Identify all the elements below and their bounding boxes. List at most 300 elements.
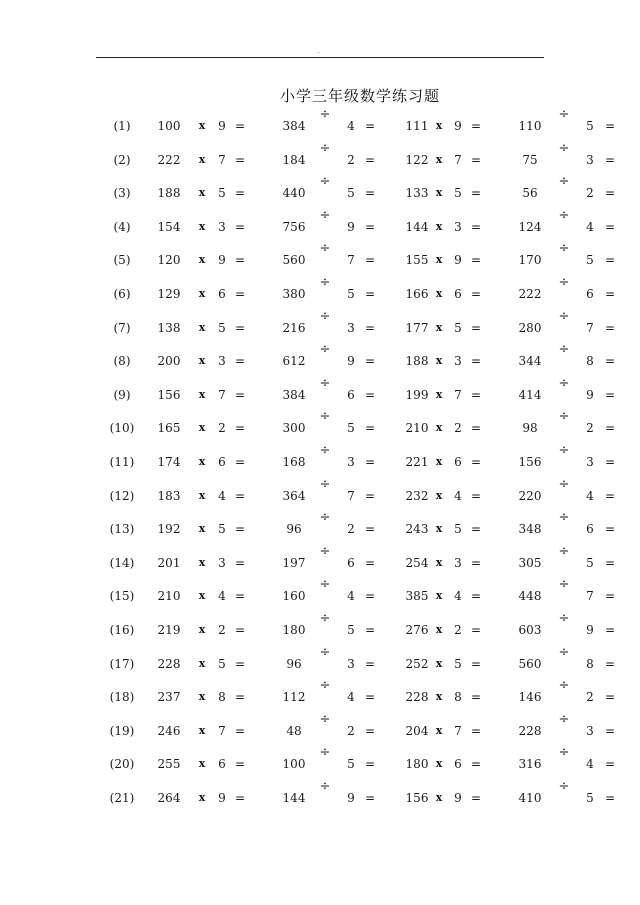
multiply-a-multiplier: 4 (218, 589, 226, 604)
equals-sign: = (364, 387, 376, 402)
divide-a-divisor: 3 (347, 455, 355, 469)
divide-b-dividend: 448 (518, 589, 542, 604)
equals-sign: = (234, 287, 246, 301)
divide-b-divisor: 2 (586, 186, 594, 201)
divide-a-dividend: 384 (282, 119, 306, 133)
divide-sign: ÷ (319, 308, 331, 324)
exercise-row (0, 174, 640, 203)
times-sign: x (198, 219, 206, 233)
times-sign: x (435, 354, 443, 368)
divide-sign: ÷ (558, 745, 570, 761)
times-sign: x (198, 656, 206, 670)
multiply-b-operand: 122 (405, 152, 429, 167)
problem-index: (1) (113, 119, 131, 133)
multiply-b-operand: 210 (405, 421, 429, 436)
divide-sign: ÷ (319, 510, 331, 526)
divide-sign: ÷ (319, 342, 331, 358)
times-sign: x (435, 488, 443, 502)
equals-sign: = (604, 522, 616, 537)
multiply-a-operand: 200 (157, 354, 181, 369)
divide-a-dividend: 160 (282, 589, 306, 604)
divide-a-divisor: 5 (347, 287, 355, 301)
multiply-b-multiplier: 3 (454, 555, 462, 570)
divide-a-divisor: 5 (347, 757, 355, 772)
multiply-b-multiplier: 6 (454, 455, 462, 469)
multiply-b-operand: 155 (405, 253, 429, 268)
equals-sign: = (234, 387, 246, 402)
divide-a-dividend: 560 (282, 253, 306, 268)
divide-a-dividend: 168 (282, 455, 306, 469)
divide-a-divisor: 9 (347, 219, 355, 234)
divide-sign: ÷ (319, 543, 331, 559)
exercise-row (0, 409, 640, 438)
multiply-b-operand: 188 (405, 354, 429, 369)
problem-index: (5) (113, 253, 131, 268)
times-sign: x (435, 253, 443, 267)
equals-sign: = (470, 723, 482, 738)
divide-sign: ÷ (319, 207, 331, 223)
divide-b-dividend: 280 (518, 320, 542, 335)
multiply-a-operand: 188 (157, 186, 181, 201)
multiply-b-operand: 232 (405, 488, 429, 503)
multiply-b-multiplier: 9 (454, 791, 462, 805)
multiply-a-multiplier: 7 (218, 723, 226, 738)
exercise-row (0, 241, 640, 270)
equals-sign: = (470, 119, 482, 133)
divide-b-divisor: 2 (586, 690, 594, 705)
problem-index: (14) (109, 555, 135, 570)
exercise-row (0, 207, 640, 237)
times-sign: x (198, 690, 206, 704)
divide-a-divisor: 4 (347, 119, 355, 133)
equals-sign: = (470, 320, 482, 335)
equals-sign: = (364, 589, 376, 604)
equals-sign: = (234, 320, 246, 335)
divide-sign: ÷ (319, 577, 331, 593)
divide-b-divisor: 8 (586, 354, 594, 369)
divide-b-divisor: 5 (586, 119, 594, 133)
multiply-a-multiplier: 3 (218, 354, 226, 369)
equals-sign: = (364, 219, 376, 234)
problem-index: (7) (113, 320, 131, 335)
multiply-a-multiplier: 4 (218, 488, 226, 503)
equals-sign: = (234, 723, 246, 738)
equals-sign: = (604, 287, 616, 301)
divide-sign: ÷ (558, 779, 570, 794)
times-sign: x (435, 623, 443, 636)
times-sign: x (198, 421, 206, 435)
divide-sign: ÷ (319, 409, 331, 425)
multiply-a-multiplier: 6 (218, 287, 226, 301)
multiply-b-operand: 243 (405, 522, 429, 537)
problem-index: (18) (109, 690, 135, 705)
equals-sign: = (604, 757, 616, 772)
divide-b-dividend: 75 (522, 152, 538, 167)
divide-a-divisor: 4 (347, 589, 355, 604)
divide-b-divisor: 7 (586, 320, 594, 335)
divide-sign: ÷ (558, 107, 570, 122)
problem-index: (21) (109, 791, 135, 805)
multiply-a-multiplier: 3 (218, 555, 226, 570)
times-sign: x (435, 219, 443, 233)
equals-sign: = (364, 421, 376, 436)
equals-sign: = (364, 253, 376, 268)
divide-sign: ÷ (558, 644, 570, 660)
multiply-a-operand: 120 (157, 253, 181, 268)
times-sign: x (198, 723, 206, 737)
exercise-row (0, 745, 640, 774)
multiply-b-operand: 156 (405, 791, 429, 805)
problem-index: (17) (109, 656, 135, 671)
multiply-b-multiplier: 6 (454, 757, 462, 772)
times-sign: x (198, 387, 206, 401)
divide-b-dividend: 110 (518, 119, 542, 133)
divide-a-dividend: 180 (282, 623, 306, 637)
multiply-a-multiplier: 9 (218, 253, 226, 268)
divide-a-dividend: 100 (282, 757, 306, 772)
divide-sign: ÷ (558, 375, 570, 391)
divide-b-dividend: 603 (518, 623, 542, 637)
multiply-b-multiplier: 2 (454, 623, 462, 637)
times-sign: x (435, 757, 443, 771)
exercise-row (0, 375, 640, 405)
equals-sign: = (470, 219, 482, 234)
divide-a-dividend: 612 (282, 354, 306, 369)
divide-a-divisor: 6 (347, 387, 355, 402)
divide-a-dividend: 756 (282, 219, 306, 234)
problem-index: (15) (109, 589, 135, 604)
divide-b-dividend: 414 (518, 387, 542, 402)
problem-index: (10) (109, 421, 135, 436)
multiply-a-multiplier: 9 (218, 119, 226, 133)
divide-sign: ÷ (319, 644, 331, 660)
divide-a-dividend: 216 (282, 320, 306, 335)
multiply-a-multiplier: 8 (218, 690, 226, 705)
exercise-row (0, 510, 640, 539)
divide-a-dividend: 144 (282, 791, 306, 805)
multiply-b-operand: 252 (405, 656, 429, 671)
equals-sign: = (604, 589, 616, 604)
problem-index: (8) (113, 354, 131, 369)
exercise-row (0, 711, 640, 741)
equals-sign: = (604, 791, 616, 805)
divide-a-dividend: 96 (286, 522, 302, 537)
divide-b-divisor: 9 (586, 387, 594, 402)
divide-a-dividend: 364 (282, 488, 306, 503)
equals-sign: = (604, 119, 616, 133)
equals-sign: = (604, 656, 616, 671)
multiply-b-multiplier: 7 (454, 387, 462, 402)
times-sign: x (198, 253, 206, 267)
divide-b-divisor: 5 (586, 253, 594, 268)
times-sign: x (198, 522, 206, 536)
exercise-row (0, 678, 640, 707)
multiply-a-operand: 219 (157, 623, 181, 637)
exercise-row (0, 476, 640, 506)
divide-sign: ÷ (319, 476, 331, 492)
equals-sign: = (364, 757, 376, 772)
equals-sign: = (604, 555, 616, 570)
times-sign: x (198, 757, 206, 771)
equals-sign: = (604, 219, 616, 234)
equals-sign: = (234, 589, 246, 604)
equals-sign: = (234, 152, 246, 167)
multiply-a-operand: 174 (157, 455, 181, 469)
problem-index: (13) (109, 522, 135, 537)
divide-b-divisor: 6 (586, 522, 594, 537)
equals-sign: = (364, 522, 376, 537)
divide-b-dividend: 560 (518, 656, 542, 671)
divide-b-divisor: 8 (586, 656, 594, 671)
multiply-a-multiplier: 5 (218, 522, 226, 537)
multiply-a-operand: 154 (157, 219, 181, 234)
times-sign: x (435, 690, 443, 704)
equals-sign: = (470, 421, 482, 436)
equals-sign: = (470, 387, 482, 402)
equals-sign: = (604, 488, 616, 503)
problem-index: (12) (109, 488, 135, 503)
problem-index: (4) (113, 219, 131, 234)
equals-sign: = (364, 723, 376, 738)
divide-a-dividend: 112 (282, 690, 306, 705)
divide-b-divisor: 3 (586, 152, 594, 167)
multiply-a-operand: 165 (157, 421, 181, 436)
divide-b-dividend: 348 (518, 522, 542, 537)
divide-sign: ÷ (558, 476, 570, 492)
divide-sign: ÷ (319, 779, 331, 794)
page-title: 小学三年级数学练习题 (279, 87, 440, 105)
times-sign: x (435, 522, 443, 536)
divide-b-divisor: 3 (586, 723, 594, 738)
divide-sign: ÷ (319, 174, 331, 190)
multiply-b-operand: 254 (405, 555, 429, 570)
times-sign: x (198, 623, 206, 636)
equals-sign: = (364, 455, 376, 469)
equals-sign: = (470, 186, 482, 201)
multiply-b-multiplier: 7 (454, 152, 462, 167)
divide-a-dividend: 380 (282, 287, 306, 301)
divide-b-dividend: 344 (518, 354, 542, 369)
equals-sign: = (470, 287, 482, 301)
times-sign: x (435, 186, 443, 200)
multiply-a-operand: 264 (157, 791, 181, 805)
divide-b-dividend: 316 (518, 757, 542, 772)
divide-b-dividend: 156 (518, 455, 542, 469)
divide-a-divisor: 5 (347, 186, 355, 201)
problem-index: (20) (109, 757, 135, 772)
problem-index: (19) (109, 723, 135, 738)
multiply-b-operand: 204 (405, 723, 429, 738)
multiply-b-operand: 133 (405, 186, 429, 201)
equals-sign: = (364, 690, 376, 705)
multiply-a-operand: 192 (157, 522, 181, 537)
times-sign: x (198, 555, 206, 569)
multiply-a-operand: 246 (157, 723, 181, 738)
equals-sign: = (234, 421, 246, 436)
divide-sign: ÷ (558, 611, 570, 626)
divide-a-dividend: 300 (282, 421, 306, 436)
problem-index: (3) (113, 186, 131, 201)
divide-sign: ÷ (558, 275, 570, 290)
divide-sign: ÷ (558, 510, 570, 526)
divide-b-dividend: 170 (518, 253, 542, 268)
divide-a-divisor: 3 (347, 656, 355, 671)
multiply-b-multiplier: 4 (454, 589, 462, 604)
divide-sign: ÷ (558, 678, 570, 694)
divide-b-dividend: 146 (518, 690, 542, 705)
equals-sign: = (364, 152, 376, 167)
equals-sign: = (604, 623, 616, 637)
divide-sign: ÷ (319, 443, 331, 458)
divide-a-divisor: 9 (347, 791, 355, 805)
equals-sign: = (470, 690, 482, 705)
multiply-a-multiplier: 3 (218, 219, 226, 234)
multiply-b-multiplier: 7 (454, 723, 462, 738)
multiply-a-multiplier: 2 (218, 421, 226, 436)
times-sign: x (198, 287, 206, 300)
divide-a-dividend: 197 (282, 555, 306, 570)
divide-sign: ÷ (319, 711, 331, 727)
problem-index: (16) (109, 623, 135, 637)
multiply-a-operand: 222 (157, 152, 181, 167)
divide-b-divisor: 2 (586, 421, 594, 436)
equals-sign: = (234, 522, 246, 537)
times-sign: x (435, 723, 443, 737)
equals-sign: = (234, 455, 246, 469)
multiply-b-operand: 144 (405, 219, 429, 234)
multiply-a-operand: 210 (157, 589, 181, 604)
equals-sign: = (604, 354, 616, 369)
equals-sign: = (364, 791, 376, 805)
multiply-b-multiplier: 5 (454, 186, 462, 201)
equals-sign: = (364, 320, 376, 335)
multiply-a-multiplier: 5 (218, 656, 226, 671)
divide-a-divisor: 5 (347, 421, 355, 436)
equals-sign: = (234, 791, 246, 805)
divide-sign: ÷ (558, 174, 570, 190)
equals-sign: = (234, 219, 246, 234)
divide-sign: ÷ (558, 443, 570, 458)
times-sign: x (198, 119, 206, 132)
equals-sign: = (234, 253, 246, 268)
divide-sign: ÷ (319, 107, 331, 122)
exercise-row (0, 577, 640, 606)
divide-b-divisor: 5 (586, 791, 594, 805)
times-sign: x (435, 555, 443, 569)
multiply-a-operand: 201 (157, 555, 181, 570)
equals-sign: = (604, 690, 616, 705)
multiply-a-operand: 228 (157, 656, 181, 671)
multiply-b-multiplier: 3 (454, 354, 462, 369)
equals-sign: = (470, 791, 482, 805)
problem-index: (6) (113, 287, 131, 301)
multiply-b-multiplier: 5 (454, 522, 462, 537)
divide-sign: ÷ (319, 241, 331, 257)
multiply-b-operand: 199 (405, 387, 429, 402)
equals-sign: = (470, 488, 482, 503)
multiply-b-multiplier: 9 (454, 119, 462, 133)
times-sign: x (198, 354, 206, 368)
multiply-b-multiplier: 4 (454, 488, 462, 503)
equals-sign: = (470, 589, 482, 604)
divide-a-dividend: 184 (282, 152, 306, 167)
divide-a-divisor: 6 (347, 555, 355, 570)
exercise-row (0, 611, 640, 640)
divide-sign: ÷ (558, 308, 570, 324)
divide-b-divisor: 6 (586, 287, 594, 301)
multiply-a-multiplier: 5 (218, 186, 226, 201)
equals-sign: = (604, 455, 616, 469)
divide-sign: ÷ (319, 375, 331, 391)
times-sign: x (435, 320, 443, 334)
times-sign: x (198, 320, 206, 334)
times-sign: x (435, 287, 443, 300)
divide-sign: ÷ (558, 241, 570, 257)
times-sign: x (198, 186, 206, 200)
divide-sign: ÷ (319, 678, 331, 694)
equals-sign: = (604, 186, 616, 201)
divide-b-dividend: 220 (518, 488, 542, 503)
equals-sign: = (470, 623, 482, 637)
exercise-row (0, 543, 640, 573)
divide-b-dividend: 222 (518, 287, 542, 301)
equals-sign: = (364, 488, 376, 503)
equals-sign: = (364, 287, 376, 301)
multiply-b-multiplier: 5 (454, 656, 462, 671)
divide-a-divisor: 4 (347, 690, 355, 705)
equals-sign: = (234, 690, 246, 705)
equals-sign: = (364, 623, 376, 637)
multiply-b-operand: 177 (405, 320, 429, 335)
problem-index: (11) (109, 455, 135, 469)
multiply-b-operand: 111 (405, 119, 429, 133)
header-mark: · (318, 50, 320, 57)
exercise-row (0, 140, 640, 170)
multiply-a-operand: 237 (157, 690, 181, 705)
divide-a-divisor: 3 (347, 320, 355, 335)
equals-sign: = (470, 455, 482, 469)
equals-sign: = (470, 522, 482, 537)
equals-sign: = (234, 757, 246, 772)
equals-sign: = (234, 488, 246, 503)
multiply-b-operand: 180 (405, 757, 429, 772)
multiply-b-operand: 228 (405, 690, 429, 705)
multiply-a-multiplier: 2 (218, 623, 226, 637)
divide-sign: ÷ (558, 207, 570, 223)
multiply-a-operand: 129 (157, 287, 181, 301)
exercise-row (0, 443, 640, 472)
equals-sign: = (470, 555, 482, 570)
exercise-row (0, 779, 640, 808)
divide-a-dividend: 96 (286, 656, 302, 671)
times-sign: x (435, 152, 443, 166)
equals-sign: = (470, 253, 482, 268)
equals-sign: = (234, 555, 246, 570)
equals-sign: = (234, 186, 246, 201)
equals-sign: = (234, 119, 246, 133)
multiply-a-operand: 138 (157, 320, 181, 335)
divide-sign: ÷ (558, 409, 570, 425)
divide-b-dividend: 228 (518, 723, 542, 738)
times-sign: x (198, 791, 206, 804)
divide-b-dividend: 124 (518, 219, 542, 234)
multiply-a-multiplier: 6 (218, 757, 226, 772)
exercise-row (0, 644, 640, 674)
exercise-row (0, 342, 640, 371)
exercise-row (0, 308, 640, 338)
equals-sign: = (604, 723, 616, 738)
times-sign: x (435, 421, 443, 435)
